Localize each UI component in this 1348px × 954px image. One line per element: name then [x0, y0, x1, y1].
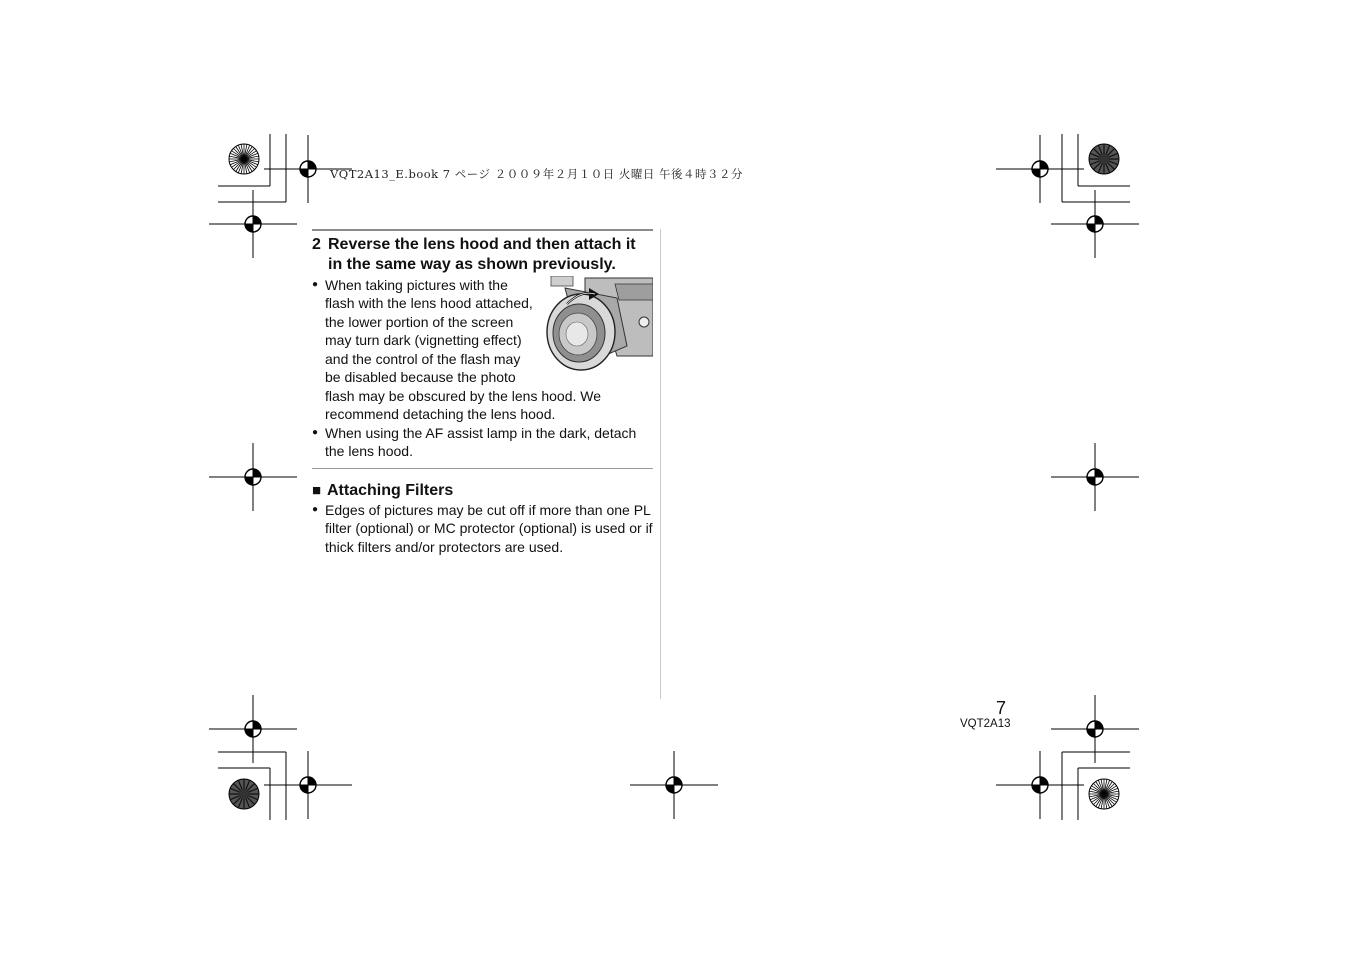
step-text: Reverse the lens hood and then attach it in the same way as shown previously.: [328, 235, 636, 273]
crosshair-registration-icon: [1051, 695, 1139, 763]
section-heading: [312, 481, 653, 501]
bullet-dot-icon: ●: [312, 278, 319, 290]
radial-target-icon: [229, 779, 259, 809]
crosshair-registration-icon: [996, 751, 1084, 819]
content-column: [312, 229, 653, 556]
bullet-dot-icon: ●: [312, 426, 319, 438]
model-code: VQT2A13: [960, 718, 1011, 730]
step-number: 2: [312, 235, 321, 253]
radial-target-icon: [229, 144, 259, 174]
page-number: 7: [996, 698, 1007, 718]
print-header: VQT2A13_E.book 7 ページ ２００９年２月１０日 火曜日 午後４時３２分: [330, 167, 743, 181]
section-title: Attaching Filters: [327, 481, 454, 499]
crop-mark: [218, 134, 286, 202]
radial-target-icon: [1089, 779, 1119, 809]
crosshair-registration-icon: [1051, 443, 1139, 511]
radial-target-icon: [1089, 144, 1119, 174]
bullet-text: Edges of pictures may be cut off if more than one PL filter (optional) or MC protector (optional) is used or if thick filters and/or protectors are used.: [325, 501, 653, 555]
crosshair-registration-icon: [996, 135, 1084, 203]
crosshair-registration-icon: [209, 190, 297, 258]
bullet-text: When using the AF assist lamp in the dark, detach the lens hood.: [325, 424, 637, 459]
section-rule: [312, 468, 653, 469]
crosshair-registration-icon: [209, 695, 297, 763]
crosshair-registration-icon: [264, 751, 352, 819]
black-square-icon: ■: [312, 481, 322, 499]
list-item: [312, 276, 653, 424]
crosshair-registration-icon: [209, 443, 297, 511]
list-item: [312, 501, 653, 557]
camera-lens-hood-illustration: [545, 276, 653, 374]
bullet-dot-icon: ●: [312, 503, 319, 515]
bullet-text: When taking pictures with the flash with the lens hood attached, the lower portion of the screen may turn dark (vignetting effect) and the control of the flash may be disabled because the photo flash may be obscured by the lens hood. We recommend detaching the lens hood.: [325, 276, 602, 422]
crosshair-registration-icon: [1051, 190, 1139, 258]
list-item: [312, 424, 653, 461]
column-divider: [660, 229, 661, 699]
top-rule: [312, 229, 653, 231]
crosshair-registration-icon: [630, 751, 718, 819]
step-heading: [312, 235, 653, 275]
